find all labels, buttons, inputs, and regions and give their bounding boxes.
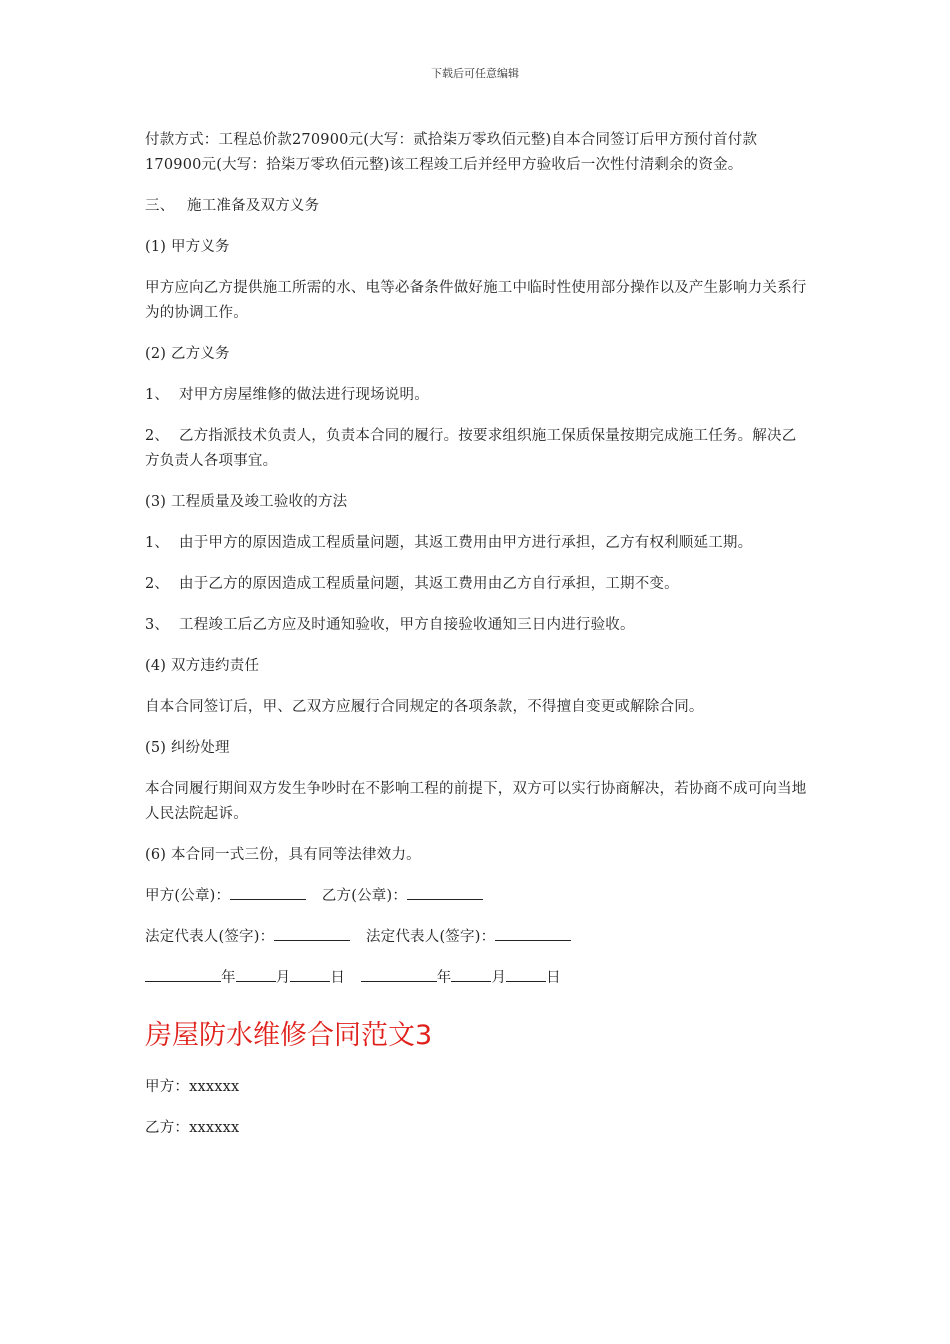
- month-label-a: 月: [275, 970, 291, 986]
- item-number: 2、: [145, 428, 170, 444]
- dispute-heading: (5) 纠纷处理: [145, 740, 230, 756]
- month-label-b: 月: [491, 970, 507, 986]
- party-a-seal-label: 甲方(公章)：: [145, 888, 231, 904]
- party-a-rep-blank[interactable]: [274, 926, 350, 941]
- next-party-a: 甲方：xxxxxx: [145, 1079, 240, 1095]
- day-label-b: 日: [546, 970, 561, 986]
- payment-paragraph: 付款方式：工程总价款270900元(大写：贰拾柒万零玖佰元整)自本合同签订后甲方预付首付款170900元(大写：拾柒万零玖佰元整)该工程竣工后并经甲方验收后一次性付清剩余的资金。: [145, 132, 758, 173]
- party-a-duty-text: 甲方应向乙方提供施工所需的水、电等必备条件做好施工中临时性使用部分操作以及产生影响力关系行为的协调工作。: [145, 280, 807, 321]
- item-text: 对甲方房屋维修的做法进行现场说明。: [179, 387, 429, 403]
- page-header: 下载后可任意编辑: [431, 67, 519, 80]
- party-b-duty-heading: (2) 乙方义务: [145, 346, 230, 362]
- month-blank-a[interactable]: [236, 967, 276, 982]
- breach-text: 自本合同签订后，甲、乙双方应履行合同规定的各项条款，不得擅自变更或解除合同。: [145, 699, 704, 715]
- quality-item: [145, 531, 810, 556]
- item-text: 乙方指派技术负责人，负责本合同的履行。按要求组织施工保质保量按期完成施工任务。解决乙方负责人各项事宜。: [145, 428, 797, 469]
- section-number: 三、: [145, 198, 175, 214]
- representative-line: [145, 925, 810, 950]
- party-b-rep-label: 法定代表人(签字)：: [365, 929, 496, 945]
- section-label: 施工准备及双方义务: [187, 198, 320, 214]
- quality-item: [145, 572, 810, 597]
- document-body: [145, 128, 810, 1157]
- party-a-duty-heading: (1) 甲方义务: [145, 239, 230, 255]
- year-label-b: 年: [436, 970, 452, 986]
- item-number: 3、: [145, 617, 170, 633]
- day-blank-a[interactable]: [290, 967, 330, 982]
- item-number: 1、: [145, 387, 170, 403]
- item-text: 工程竣工后乙方应及时通知验收，甲方自接验收通知三日内进行验收。: [179, 617, 635, 633]
- item-text: 由于甲方的原因造成工程质量问题，其返工费用由甲方进行承担，乙方有权利顺延工期。: [179, 535, 753, 551]
- quality-item: [145, 613, 810, 638]
- party-a-seal-blank[interactable]: [230, 885, 306, 900]
- day-blank-b[interactable]: [506, 967, 546, 982]
- item-number: 1、: [145, 535, 170, 551]
- year-label-a: 年: [221, 970, 236, 986]
- section-title: 房屋防水维修合同范文3: [145, 1020, 433, 1051]
- day-label-a: 日: [330, 970, 346, 986]
- next-party-b: 乙方：xxxxxx: [145, 1120, 240, 1136]
- party-b-rep-blank[interactable]: [495, 926, 571, 941]
- year-blank-a[interactable]: [145, 967, 221, 982]
- quality-heading: (3) 工程质量及竣工验收的方法: [145, 494, 348, 510]
- party-b-item: [145, 383, 810, 408]
- item-text: 由于乙方的原因造成工程质量问题，其返工费用由乙方自行承担，工期不变。: [179, 576, 679, 592]
- party-a-rep-label: 法定代表人(签字)：: [145, 929, 275, 945]
- seal-line: [145, 884, 810, 909]
- copies-text: (6) 本合同一式三份，具有同等法律效力。: [145, 847, 421, 863]
- party-b-seal-label: 乙方(公章)：: [321, 888, 408, 904]
- dispute-text: 本合同履行期间双方发生争吵时在不影响工程的前提下，双方可以实行协商解决，若协商不成可向当地人民法院起诉。: [145, 781, 807, 822]
- party-b-seal-blank[interactable]: [407, 885, 483, 900]
- date-line: [145, 966, 810, 991]
- breach-heading: (4) 双方违约责任: [145, 658, 260, 674]
- year-blank-b[interactable]: [361, 967, 437, 982]
- section-heading: [145, 194, 810, 219]
- party-b-item: [145, 424, 810, 474]
- month-blank-b[interactable]: [451, 967, 491, 982]
- item-number: 2、: [145, 576, 170, 592]
